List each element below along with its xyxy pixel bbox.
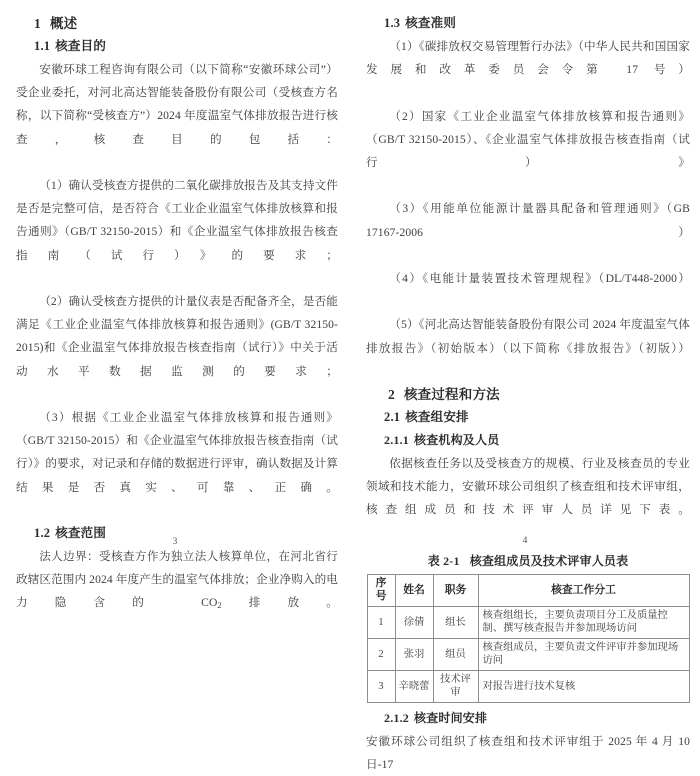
paragraph-scope [16,545,338,641]
table-cell-index: 1 [367,606,395,638]
heading-2-1-2-schedule-title: 核查时间安排 [414,710,488,725]
table-row [367,670,689,702]
heading-2-1-2-schedule [366,707,690,730]
heading-1-overview [16,12,338,35]
paragraph-purpose-item-3: （3）根据《工业企业温室气体排放核算和报告通则》（GB/T 32150-2015）和《企业温室气体排放报告核查指南（试行）》的要求，对记录和存储的数据进行评审，确认数据及计算结果是否真实、可靠、正确。 [16,411,338,494]
paragraph-intro: 安徽环球工程咨询有限公司（以下简称“安徽环球公司”）受企业委托，对河北高达智能装备股份有限公司（受核查方名称，以下简称“受核查方”）2024 年度温室气体排放报告进行核查，核查目的包括： [16,63,338,146]
table-caption-number: 表 2-1 [427,553,460,568]
criteria-item-4: （4）《电能计量装置技术管理规程》（DL/T448-2000） [389,272,690,286]
heading-2-process-number: 2 [388,387,395,403]
table-cell-role: 组长 [433,606,478,638]
heading-1-3-criteria-title: 核查准则 [405,16,457,30]
heading-1-overview-number: 1 [34,16,41,31]
co2-subscript: 2 [217,601,222,611]
table-header-duty: 核查工作分工 [478,574,689,606]
table-cell-name: 辛晓蕾 [395,670,433,702]
heading-2-process [366,383,690,406]
heading-1-3-criteria [366,12,690,35]
table-cell-index: 3 [367,670,395,702]
table-header-role: 职务 [433,574,478,606]
page-number-right: 4 [522,536,528,546]
table-cell-duty: 对报告进行技术复核 [478,670,689,702]
heading-2-1-1-org-title: 核查机构及人员 [414,433,500,448]
criteria-item-5: （5）《河北高达智能装备股份有限公司 2024 年度温室气体排放报告》（初始版本）（以下简称《排放报告》（初版）） [366,318,690,355]
page-right-content [350,0,700,776]
paragraph-purpose-item-1: （1）确认受核查方提供的二氧化碳排放报告及其支持文件是否是完整可信，是否符合《工业企业温室气体排放核算和报告通则》（GB/T 32150-2015）和《企业温室气体排放报告核查指南（试行）》的要求； [16,179,338,262]
table-cell-role: 技术评审 [433,670,478,702]
verification-team-table [367,574,690,703]
table-row [367,638,689,670]
heading-2-1-team [366,406,690,429]
table-row [367,606,689,638]
paragraph-schedule: 安徽环球公司组织了核查组和技术评审组于 2025 年 4 月 10 日-17 [366,734,690,772]
table-cell-role: 组员 [433,638,478,670]
paragraph-scope-part-1: 法人边界：受核查方作为独立法人核算单位，在河北省行政辖区范围内 2024 年度产生的温室气体排放；企业净购入的电力隐含的 CO [16,550,338,610]
heading-2-1-1-org [366,429,690,452]
paragraph-scope-part-2: 排放。 [221,596,338,610]
heading-2-1-1-org-number: 2.1.1 [384,433,409,448]
criteria-item-1: （1）《碳排放权交易管理暂行办法》（中华人民共和国国家发展和改革委员会令第 17 号） [366,40,690,77]
table-cell-duty: 核查组组长，主要负责项目分工及质量控制、撰写核查报告并参加现场访问 [478,606,689,638]
page-right [350,0,700,772]
table-cell-duty: 核查组成员，主要负责文件评审并参加现场访问 [478,638,689,670]
table-header-name: 姓名 [395,574,433,606]
heading-1-1-purpose-number: 1.1 [34,39,51,53]
criteria-item-3: （3）《用能单位能源计量器具配备和管理通则》（GB 17167-2006） [366,202,690,239]
heading-1-3-criteria-number: 1.3 [384,16,401,30]
table-cell-name: 徐倩 [395,606,433,638]
table-header-row [367,574,689,606]
heading-2-1-team-title: 核查组安排 [405,410,469,425]
table-cell-name: 张羽 [395,638,433,670]
heading-1-1-purpose [16,35,338,58]
table-header-index: 序号 [367,574,395,606]
heading-1-2-scope-title: 核查范围 [55,526,107,541]
paragraph-team-intro: 依据核查任务以及受核查方的规模、行业及核查员的专业领域和技术能力，安徽环球公司组织了核查组和技术评审组，核查组成员和技术评审人员详见下表。 [366,457,690,517]
heading-1-1-purpose-title: 核查目的 [55,39,107,53]
heading-2-1-2-schedule-number: 2.1.2 [384,710,409,725]
heading-2-1-team-number: 2.1 [384,410,401,425]
table-cell-index: 2 [367,638,395,670]
heading-1-overview-title: 概述 [49,16,78,31]
criteria-item-2: （2）国家《工业企业温室气体排放核算和报告通则》（GB/T 32150-2015）、《企业温室气体排放报告核查指南（试行）》 [366,109,690,170]
paragraph-purpose-item-2: （2）确认受核查方提供的计量仪表是否配备齐全，是否能满足《工业企业温室气体排放核算和报告通则》(GB/T 32150-2015)和《企业温室气体排放报告核查指南（试行）》中关于活动水平数据监测的要求； [16,295,338,378]
page-number-left: 3 [172,537,178,547]
heading-1-2-scope-number: 1.2 [34,526,51,541]
page-left [0,0,350,611]
table-caption-title: 核查组成员及技术评审人员表 [469,553,629,568]
heading-2-process-title: 核查过程和方法 [403,387,500,403]
table-caption [366,552,690,569]
